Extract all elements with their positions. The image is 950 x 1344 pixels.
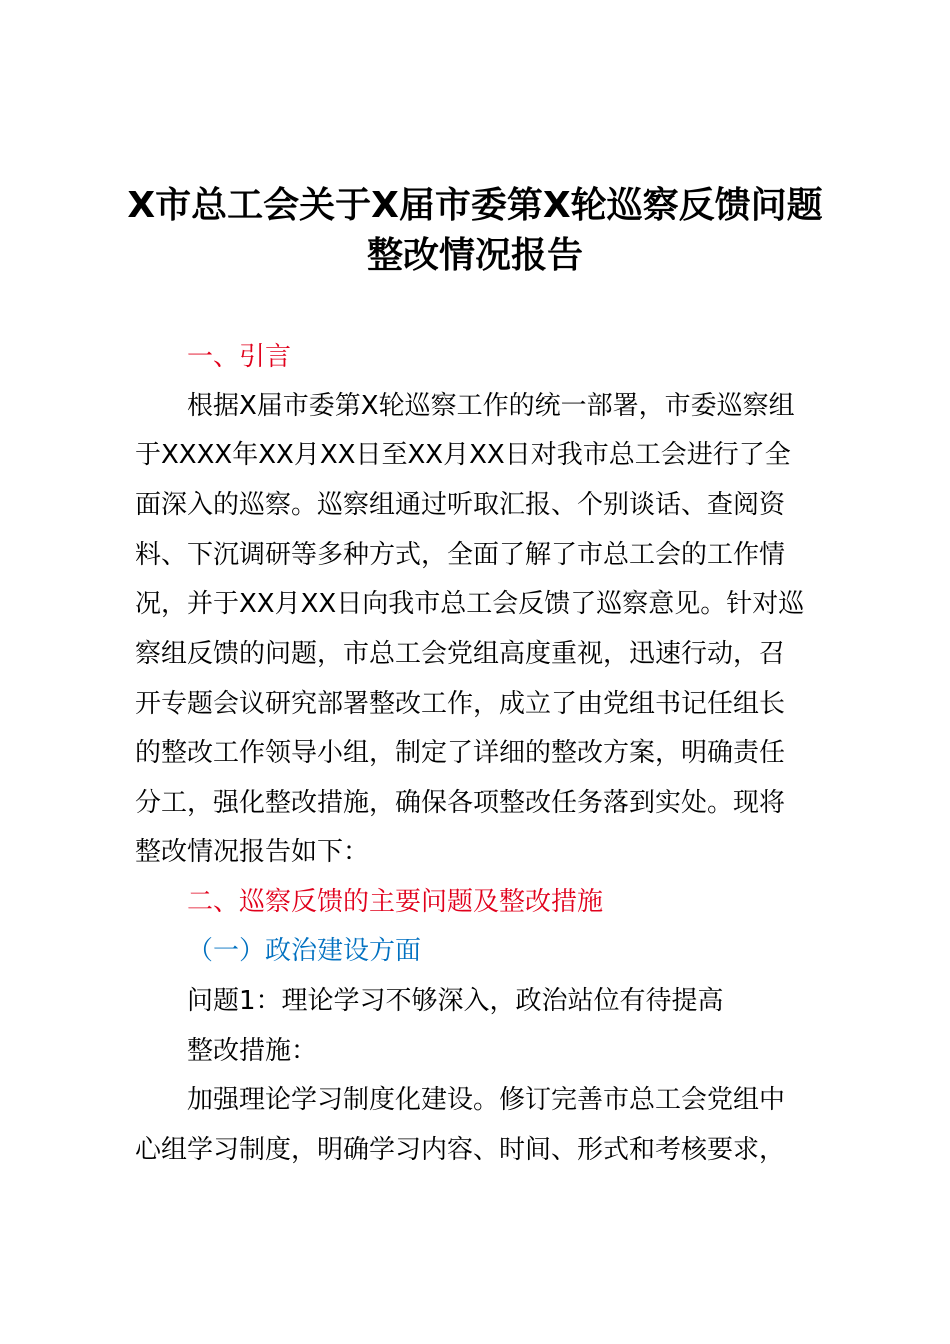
intro-paragraph-line: 开专题会议研究部署整改工作，成立了由党组书记任组长 bbox=[135, 689, 786, 719]
section-heading-issues-and-measures: 二、巡察反馈的主要问题及整改措施 bbox=[187, 887, 604, 917]
intro-paragraph-line: 面深入的巡察。巡察组通过听取汇报、个别谈话、查阅资 bbox=[135, 490, 786, 520]
intro-paragraph-line: 的整改工作领导小组，制定了详细的整改方案，明确责任 bbox=[135, 738, 786, 768]
intro-paragraph-line: 况，并于XX月XX日向我市总工会反馈了巡察意见。针对巡 bbox=[135, 589, 805, 619]
problem-statement: 问题1：理论学习不够深入，政治站位有待提高 bbox=[187, 986, 724, 1016]
intro-paragraph-line: 整改情况报告如下： bbox=[135, 837, 370, 867]
document-title-line-1: X市总工会关于X届市委第X轮巡察反馈问题 bbox=[127, 185, 823, 226]
intro-paragraph-line: 察组反馈的问题，市总工会党组高度重视，迅速行动，召 bbox=[135, 639, 786, 669]
measure-paragraph-line: 心组学习制度，明确学习内容、时间、形式和考核要求， bbox=[135, 1135, 786, 1165]
subsection-heading-political-building: （一）政治建设方面 bbox=[187, 936, 422, 966]
intro-paragraph-line: 料、下沉调研等多种方式，全面了解了市总工会的工作情 bbox=[135, 540, 786, 570]
measures-label: 整改措施： bbox=[187, 1036, 318, 1066]
intro-paragraph-line: 分工，强化整改措施，确保各项整改任务落到实处。现将 bbox=[135, 788, 786, 818]
measure-paragraph-line: 加强理论学习制度化建设。修订完善市总工会党组中 bbox=[187, 1085, 786, 1115]
intro-paragraph-line: 根据X届市委第X轮巡察工作的统一部署，市委巡察组 bbox=[187, 391, 795, 421]
section-heading-introduction: 一、引言 bbox=[187, 342, 292, 372]
document-title-line-2: 整改情况报告 bbox=[366, 235, 583, 276]
intro-paragraph-line: 于XXXX年XX月XX日至XX月XX日对我市总工会进行了全 bbox=[135, 440, 791, 470]
